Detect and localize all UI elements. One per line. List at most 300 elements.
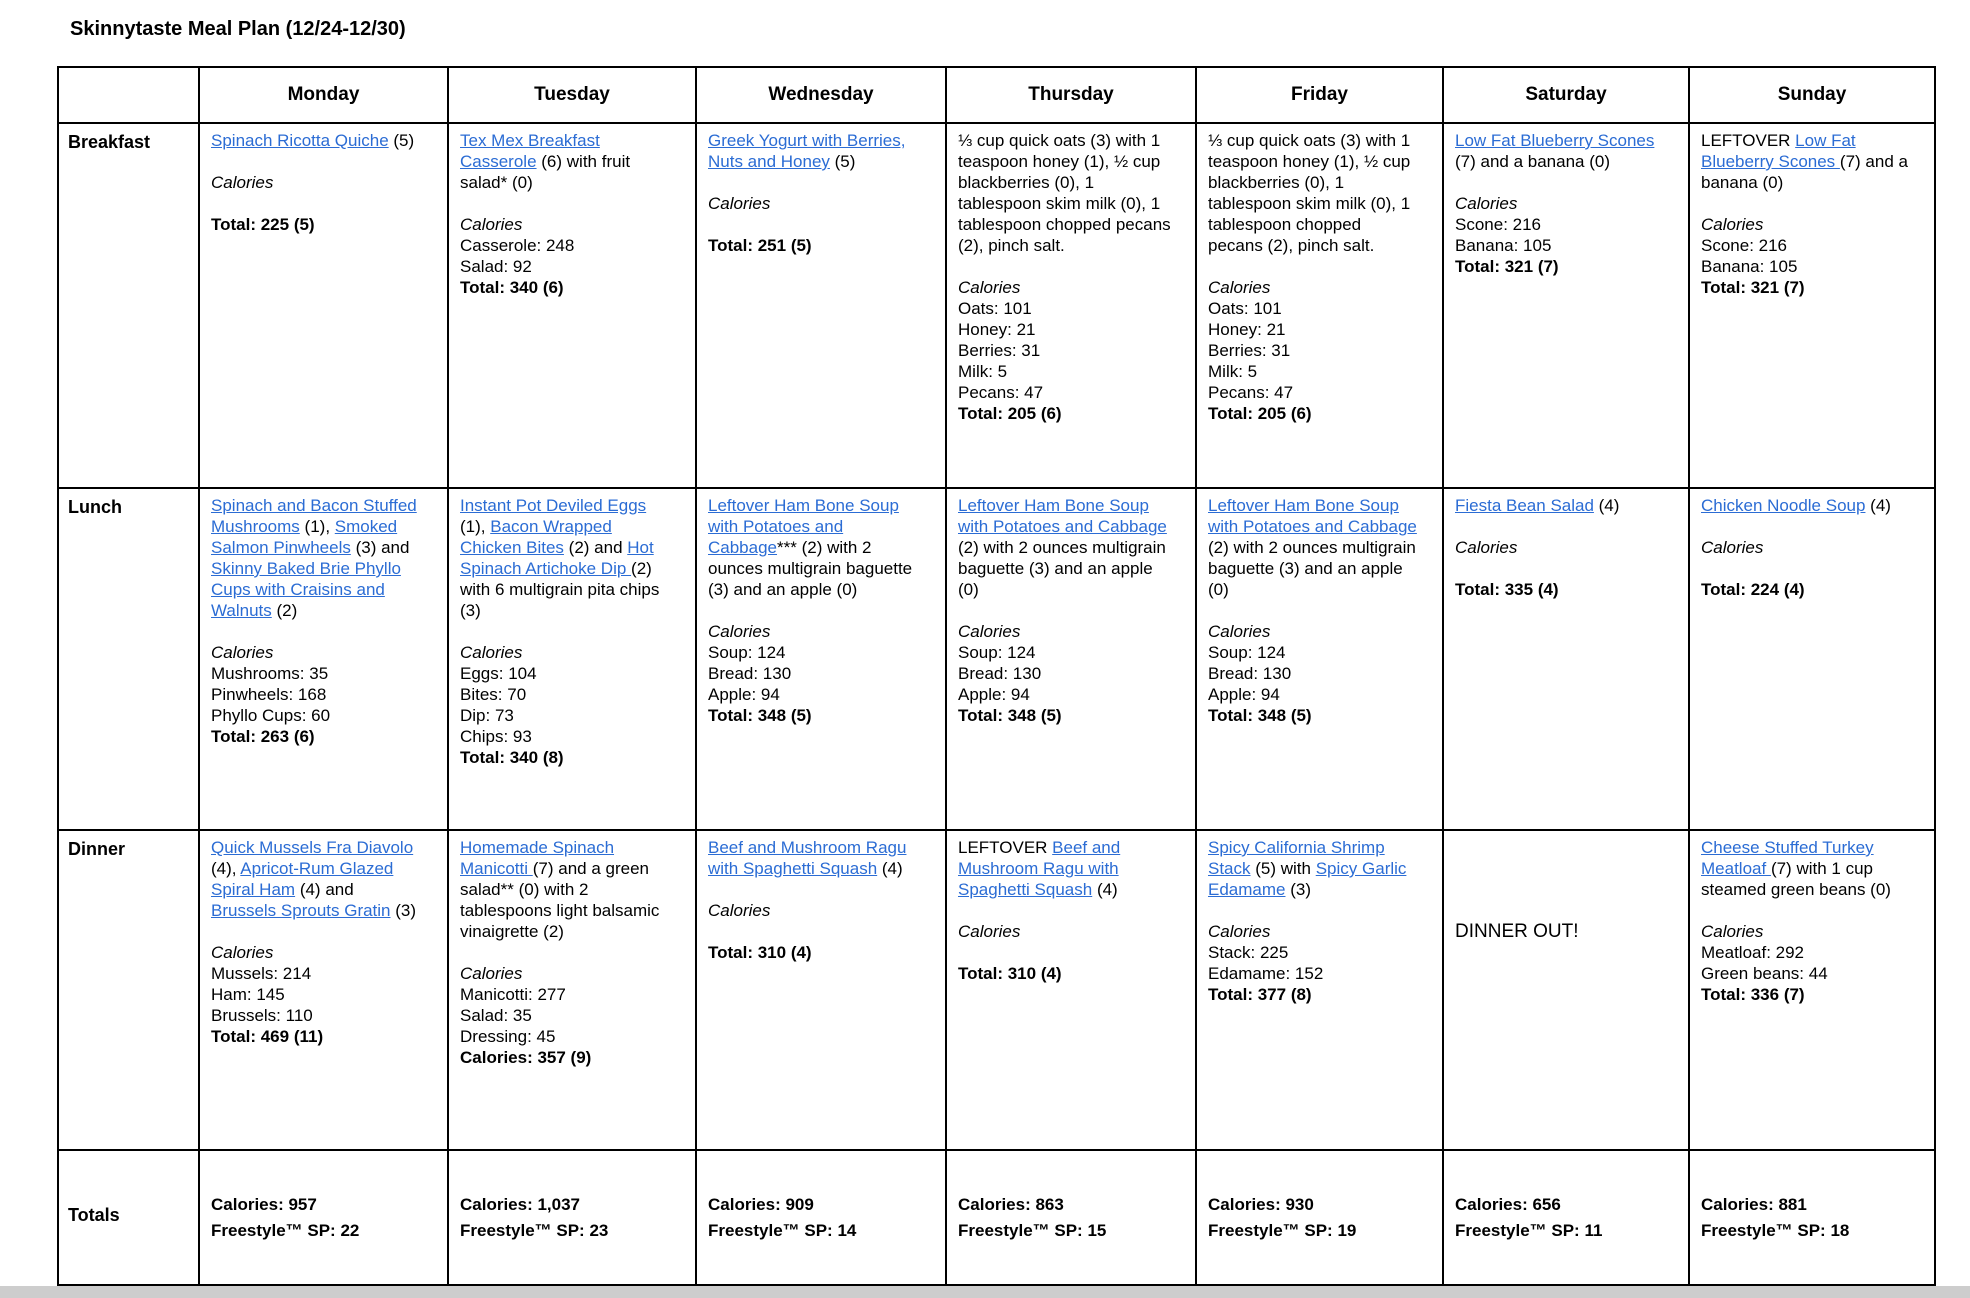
text-line [958, 256, 1171, 277]
text-line [1701, 193, 1910, 214]
text-line [1208, 130, 1418, 256]
text-line [460, 495, 671, 621]
text-line [958, 621, 1171, 642]
text-run: Chips: 93 [460, 727, 532, 746]
text-line [958, 684, 1171, 705]
text-line [1208, 984, 1418, 1005]
column-header-wednesday: Wednesday [696, 67, 946, 123]
text-line [1208, 1218, 1418, 1244]
text-run: Soup: 124 [708, 643, 786, 662]
cell-lunch-thursday [946, 488, 1196, 830]
text-run: Calories: 909 [708, 1194, 814, 1214]
text-run: (7) and a green salad** (0) with 2 tablespoons light balsamic vinaigrette (2) [460, 859, 660, 941]
text-line [958, 642, 1171, 663]
text-run: Total: 205 (6) [1208, 404, 1312, 423]
text-line [211, 214, 423, 235]
text-run: Calories [460, 964, 523, 983]
text-line [211, 684, 423, 705]
text-run: (2) and [563, 538, 628, 557]
text-run: Scone: 216 [1701, 236, 1788, 255]
text-line [1455, 172, 1664, 193]
text-line [1701, 579, 1910, 600]
text-line [460, 642, 671, 663]
text-line [1455, 235, 1664, 256]
text-run: Pecans: 47 [958, 383, 1044, 402]
text-run: Milk: 5 [958, 362, 1008, 381]
text-run: Soup: 124 [958, 643, 1036, 662]
text-line [1455, 256, 1664, 277]
text-run: Calories [958, 622, 1021, 641]
text-run: Berries: 31 [958, 341, 1041, 360]
text-line [708, 1218, 921, 1244]
recipe-link[interactable]: Leftover Ham Bone Soup with Potatoes and Cabbage [708, 496, 899, 557]
text-line [460, 1218, 671, 1244]
text-line [1701, 495, 1910, 516]
recipe-link[interactable]: Low Fat Blueberry Scones [1701, 131, 1856, 171]
text-line [1208, 621, 1418, 642]
text-line [1701, 900, 1910, 921]
text-line [708, 663, 921, 684]
text-run: Calories [708, 901, 771, 920]
text-line [1208, 382, 1418, 403]
recipe-link[interactable]: Tex Mex Breakfast Casserole [460, 131, 600, 171]
text-run: (5) [829, 152, 856, 171]
text-run: Calories [460, 215, 523, 234]
text-line [958, 963, 1171, 984]
text-run: (2) with 2 ounces multigrain baguette (3) and an apple (0) [958, 538, 1166, 599]
text-line [1208, 705, 1418, 726]
cell-lunch-saturday [1443, 488, 1689, 830]
text-line [1208, 319, 1418, 340]
text-run: Calories [708, 194, 771, 213]
text-line [1208, 663, 1418, 684]
text-line [211, 942, 423, 963]
cell-totals-wednesday [696, 1150, 946, 1285]
text-line [1701, 837, 1910, 900]
cell-totals-thursday [946, 1150, 1196, 1285]
text-line [1455, 858, 1664, 879]
cell-breakfast-wednesday [696, 123, 946, 488]
text-run: Freestyle™ SP: 18 [1701, 1220, 1850, 1240]
text-line [708, 130, 921, 172]
text-line [1455, 837, 1664, 858]
text-run: Stack: 225 [1208, 943, 1289, 962]
text-line [1701, 277, 1910, 298]
text-run: Calories [1701, 215, 1764, 234]
text-run: Bread: 130 [708, 664, 792, 683]
text-line [460, 277, 671, 298]
cell-dinner-saturday [1443, 830, 1689, 1150]
text-line [1455, 879, 1664, 900]
cell-lunch-wednesday [696, 488, 946, 830]
text-run: (2) with 6 multigrain pita chips (3) [460, 559, 660, 620]
meal-plan-table [57, 66, 1936, 1286]
text-run: Calories [460, 643, 523, 662]
text-line [1455, 1218, 1664, 1244]
text-run: Salad: 35 [460, 1006, 532, 1025]
text-run: (3) and [350, 538, 410, 557]
text-line [958, 600, 1171, 621]
text-line [211, 495, 423, 621]
text-line [708, 921, 921, 942]
text-line [958, 340, 1171, 361]
text-run: (4) [1092, 880, 1118, 899]
text-line [211, 963, 423, 984]
text-line [708, 214, 921, 235]
text-run: Freestyle™ SP: 15 [958, 1220, 1107, 1240]
text-line [211, 726, 423, 747]
text-line [1208, 600, 1418, 621]
text-run: ⅓ cup quick oats (3) with 1 teaspoon honey (1), ½ cup blackberries (0), 1 tablespoon skim milk (0), 1 tablespoon chopped pecans (2), pinch salt. [958, 131, 1171, 255]
text-run: Freestyle™ SP: 19 [1208, 1220, 1357, 1240]
text-run: Bread: 130 [958, 664, 1042, 683]
text-line [708, 193, 921, 214]
text-line [1208, 921, 1418, 942]
recipe-link[interactable]: Low Fat Blueberry Scones [1455, 131, 1655, 150]
text-line [1701, 984, 1910, 1005]
text-line [1701, 537, 1910, 558]
text-run: (2) [271, 601, 298, 620]
cell-lunch-friday [1196, 488, 1443, 830]
text-line [460, 1192, 671, 1218]
text-line [958, 1192, 1171, 1218]
cell-totals-friday [1196, 1150, 1443, 1285]
column-header-tuesday: Tuesday [448, 67, 696, 123]
recipe-link[interactable]: Chicken Noodle Soup [1701, 496, 1866, 515]
text-run: *** (2) with 2 ounces multigrain baguette (3) and an apple (0) [708, 538, 913, 599]
text-run: Total: 335 (4) [1455, 580, 1559, 599]
text-run: Calories: 957 [211, 1194, 317, 1214]
text-line [1208, 900, 1418, 921]
text-line [211, 921, 423, 942]
column-header-thursday: Thursday [946, 67, 1196, 123]
text-line [958, 663, 1171, 684]
text-run: Soup: 124 [1208, 643, 1286, 662]
recipe-link[interactable]: Hot Spinach Artichoke Dip [460, 538, 654, 578]
text-run: Calories: 357 (9) [460, 1048, 592, 1067]
cell-lunch-sunday [1689, 488, 1935, 830]
text-run: Apple: 94 [958, 685, 1030, 704]
cell-breakfast-sunday [1689, 123, 1935, 488]
text-line [1208, 340, 1418, 361]
text-line [211, 705, 423, 726]
text-run: (6) with fruit salad* (0) [460, 152, 631, 192]
text-line [211, 130, 423, 151]
text-run: Calories [1455, 194, 1518, 213]
recipe-link[interactable]: Greek Yogurt with Berries, Nuts and Honey [708, 131, 906, 171]
cell-lunch-monday [199, 488, 448, 830]
cell-breakfast-saturday [1443, 123, 1689, 488]
row-label-lunch: Lunch [58, 488, 199, 830]
text-line [1208, 277, 1418, 298]
recipe-link[interactable]: Smoked Salmon Pinwheels [211, 517, 398, 557]
recipe-link[interactable]: Fiesta Bean Salad [1455, 496, 1594, 515]
text-run: Total: 310 (4) [958, 964, 1062, 983]
cell-dinner-monday [199, 830, 448, 1150]
text-run: Total: 310 (4) [708, 943, 812, 962]
text-run: Green beans: 44 [1701, 964, 1828, 983]
text-line [1455, 193, 1664, 214]
text-run: Meatloaf: 292 [1701, 943, 1805, 962]
text-run: Apple: 94 [708, 685, 780, 704]
text-run: (5) with [1250, 859, 1316, 878]
text-line [708, 172, 921, 193]
cell-dinner-friday [1196, 830, 1443, 1150]
text-run: ⅓ cup quick oats (3) with 1 teaspoon honey (1), ½ cup blackberries (0), 1 tablespoon skim milk (0), 1 tablespoon chopped pecans (2), pinch salt. [1208, 131, 1411, 255]
text-run: Scone: 216 [1455, 215, 1542, 234]
text-line [460, 1026, 671, 1047]
cell-breakfast-tuesday [448, 123, 696, 488]
text-run: Total: 336 (7) [1701, 985, 1805, 1004]
recipe-link[interactable]: Spinach Ricotta Quiche [211, 131, 389, 150]
text-line [211, 172, 423, 193]
text-run: (4) [1865, 496, 1891, 515]
text-line [958, 921, 1171, 942]
text-run: (4) [877, 859, 903, 878]
row-lunch [58, 488, 1935, 830]
text-line [708, 684, 921, 705]
text-line [1701, 1218, 1910, 1244]
text-line [958, 298, 1171, 319]
text-run: Casserole: 248 [460, 236, 575, 255]
text-run: Total: 377 (8) [1208, 985, 1312, 1004]
text-run: Total: 224 (4) [1701, 580, 1805, 599]
text-line [708, 837, 921, 879]
text-line [1455, 537, 1664, 558]
text-line [1455, 516, 1664, 537]
text-run: Eggs: 104 [460, 664, 537, 683]
text-run: Manicotti: 277 [460, 985, 566, 1004]
text-line [1455, 558, 1664, 579]
text-run: Banana: 105 [1701, 257, 1798, 276]
text-run: (2) with 2 ounces multigrain baguette (3) and an apple (0) [1208, 538, 1416, 599]
text-line [958, 942, 1171, 963]
text-line [460, 214, 671, 235]
recipe-link[interactable]: Bacon Wrapped Chicken Bites [460, 517, 612, 557]
window-bottom-edge [0, 1286, 1970, 1298]
row-dinner [58, 830, 1935, 1150]
recipe-link[interactable]: Brussels Sprouts Gratin [211, 901, 391, 920]
recipe-link[interactable]: Beef and Mushroom Ragu with Spaghetti Squash [958, 838, 1121, 899]
text-run: Calories: 881 [1701, 1194, 1807, 1214]
text-run: Total: 348 (5) [1208, 706, 1312, 725]
text-line [958, 277, 1171, 298]
cell-breakfast-friday [1196, 123, 1443, 488]
cell-totals-saturday [1443, 1150, 1689, 1285]
cell-dinner-thursday [946, 830, 1196, 1150]
cell-totals-monday [199, 1150, 448, 1285]
text-line [460, 1047, 671, 1068]
text-line [958, 130, 1171, 256]
text-run: (7) with 1 cup steamed green beans (0) [1701, 859, 1891, 899]
text-line [708, 879, 921, 900]
text-run: Calories [211, 643, 274, 662]
text-line [1701, 256, 1910, 277]
text-line [460, 705, 671, 726]
text-run: Total: 251 (5) [708, 236, 812, 255]
text-line [1701, 921, 1910, 942]
text-line [1208, 403, 1418, 424]
text-line [460, 130, 671, 193]
column-header-monday: Monday [199, 67, 448, 123]
recipe-link[interactable]: Skinny Baked Brie Phyllo Cups with Craisins and Walnuts [211, 559, 401, 620]
meal-plan-table-body [58, 67, 1935, 1285]
text-line [1208, 684, 1418, 705]
text-line [1208, 298, 1418, 319]
row-label-totals: Totals [58, 1150, 199, 1285]
text-line [211, 193, 423, 214]
text-line [460, 621, 671, 642]
row-label-dinner: Dinner [58, 830, 199, 1150]
text-run: Freestyle™ SP: 23 [460, 1220, 609, 1240]
text-line [211, 1218, 423, 1244]
column-header-saturday: Saturday [1443, 67, 1689, 123]
text-run: Ham: 145 [211, 985, 285, 1004]
text-run: Calories: 863 [958, 1194, 1064, 1214]
text-run: Total: 340 (6) [460, 278, 564, 297]
recipe-link[interactable]: Spicy California Shrimp Stack [1208, 838, 1385, 878]
text-run: (1), [460, 517, 491, 536]
page-title: Skinnytaste Meal Plan (12/24-12/30) [70, 18, 406, 40]
text-run: Calories [1208, 278, 1271, 297]
text-run: Milk: 5 [1208, 362, 1258, 381]
text-run: Total: 225 (5) [211, 215, 315, 234]
text-run: Bites: 70 [460, 685, 527, 704]
column-header-friday: Friday [1196, 67, 1443, 123]
text-run: (7) and a banana (0) [1701, 152, 1908, 192]
text-line [460, 726, 671, 747]
text-run: Calories [1208, 622, 1271, 641]
recipe-link[interactable]: Leftover Ham Bone Soup with Potatoes and Cabbage [1208, 496, 1417, 536]
text-line [1701, 214, 1910, 235]
text-run: Pinwheels: 168 [211, 685, 327, 704]
text-run: Mussels: 214 [211, 964, 312, 983]
text-line [211, 621, 423, 642]
recipe-link[interactable]: Beef and Mushroom Ragu with Spaghetti Squash [708, 838, 907, 878]
text-run: (3) [1285, 880, 1311, 899]
text-run: (3) [390, 901, 417, 920]
text-line [460, 235, 671, 256]
text-run: (4) and [295, 880, 354, 899]
text-line [1208, 837, 1418, 900]
cell-lunch-tuesday [448, 488, 696, 830]
text-line [1455, 579, 1664, 600]
text-line [708, 1192, 921, 1218]
text-line [211, 642, 423, 663]
text-run: Mushrooms: 35 [211, 664, 329, 683]
recipe-link[interactable]: Apricot-Rum Glazed Spiral Ham [211, 859, 394, 899]
text-run: Salad: 92 [460, 257, 532, 276]
recipe-link[interactable]: Spicy Garlic Edamame [1208, 859, 1407, 899]
text-line [460, 256, 671, 277]
text-line [708, 495, 921, 600]
row-label-breakfast: Breakfast [58, 123, 199, 488]
text-line [958, 900, 1171, 921]
row-totals [58, 1150, 1935, 1285]
text-run: Calories: 1,037 [460, 1194, 581, 1214]
text-line [958, 382, 1171, 403]
text-line [460, 942, 671, 963]
text-run: Calories [1208, 922, 1271, 941]
text-line [460, 963, 671, 984]
text-run: Berries: 31 [1208, 341, 1291, 360]
text-run: Calories [1701, 922, 1764, 941]
text-run: Freestyle™ SP: 22 [211, 1220, 360, 1240]
text-line [1455, 214, 1664, 235]
text-line [1701, 558, 1910, 579]
text-run: Bread: 130 [1208, 664, 1292, 683]
text-line [460, 684, 671, 705]
text-run: Honey: 21 [1208, 320, 1286, 339]
cell-breakfast-monday [199, 123, 448, 488]
recipe-link[interactable]: Leftover Ham Bone Soup with Potatoes and Cabbage [958, 496, 1167, 536]
text-line [211, 984, 423, 1005]
text-line [958, 1218, 1171, 1244]
text-run: Calories [211, 943, 274, 962]
text-run: Brussels: 110 [211, 1006, 313, 1025]
recipe-link[interactable]: Instant Pot Deviled Eggs [460, 496, 647, 515]
cell-dinner-wednesday [696, 830, 946, 1150]
text-line [958, 361, 1171, 382]
text-run: Calories [958, 278, 1021, 297]
text-run: Freestyle™ SP: 11 [1455, 1220, 1603, 1240]
text-line [460, 663, 671, 684]
text-line [1208, 495, 1418, 600]
text-run: Total: 340 (8) [460, 748, 564, 767]
text-run: Calories: 656 [1455, 1194, 1561, 1214]
text-line [1701, 942, 1910, 963]
text-line [1701, 130, 1910, 193]
text-line [958, 319, 1171, 340]
recipe-link[interactable]: Quick Mussels Fra Diavolo [211, 838, 414, 857]
text-run: Apple: 94 [1208, 685, 1280, 704]
text-line [460, 984, 671, 1005]
text-line [958, 705, 1171, 726]
text-run: Edamame: 152 [1208, 964, 1324, 983]
recipe-link[interactable]: Homemade Spinach Manicotti [460, 838, 615, 878]
text-line [1701, 963, 1910, 984]
text-line [708, 600, 921, 621]
text-run: Oats: 101 [958, 299, 1032, 318]
text-run: Calories [958, 922, 1021, 941]
text-line [1208, 963, 1418, 984]
text-run: (4), [211, 859, 241, 878]
text-run: Calories: 930 [1208, 1194, 1314, 1214]
text-line [1455, 900, 1664, 921]
text-line [708, 705, 921, 726]
text-run: Pecans: 47 [1208, 383, 1294, 402]
column-header-sunday: Sunday [1689, 67, 1935, 123]
corner-cell [58, 67, 199, 123]
text-run: Total: 348 (5) [958, 706, 1062, 725]
text-line [1455, 495, 1664, 516]
recipe-link[interactable]: Spinach and Bacon Stuffed Mushrooms [211, 496, 417, 536]
row-breakfast [58, 123, 1935, 488]
text-run: Total: 205 (6) [958, 404, 1062, 423]
text-line [708, 642, 921, 663]
text-run: (4) [1593, 496, 1620, 515]
text-run: Total: 321 (7) [1455, 257, 1559, 276]
text-run: (5) [388, 131, 415, 150]
recipe-link[interactable]: Cheese Stuffed Turkey Meatloaf [1701, 838, 1874, 878]
text-run: Calories [708, 622, 771, 641]
text-run: Total: 469 (11) [211, 1027, 324, 1046]
text-run: (7) and a banana (0) [1455, 152, 1610, 171]
text-line [1455, 130, 1664, 172]
text-line [211, 663, 423, 684]
text-run: Calories [1455, 538, 1518, 557]
header-row [58, 67, 1935, 123]
